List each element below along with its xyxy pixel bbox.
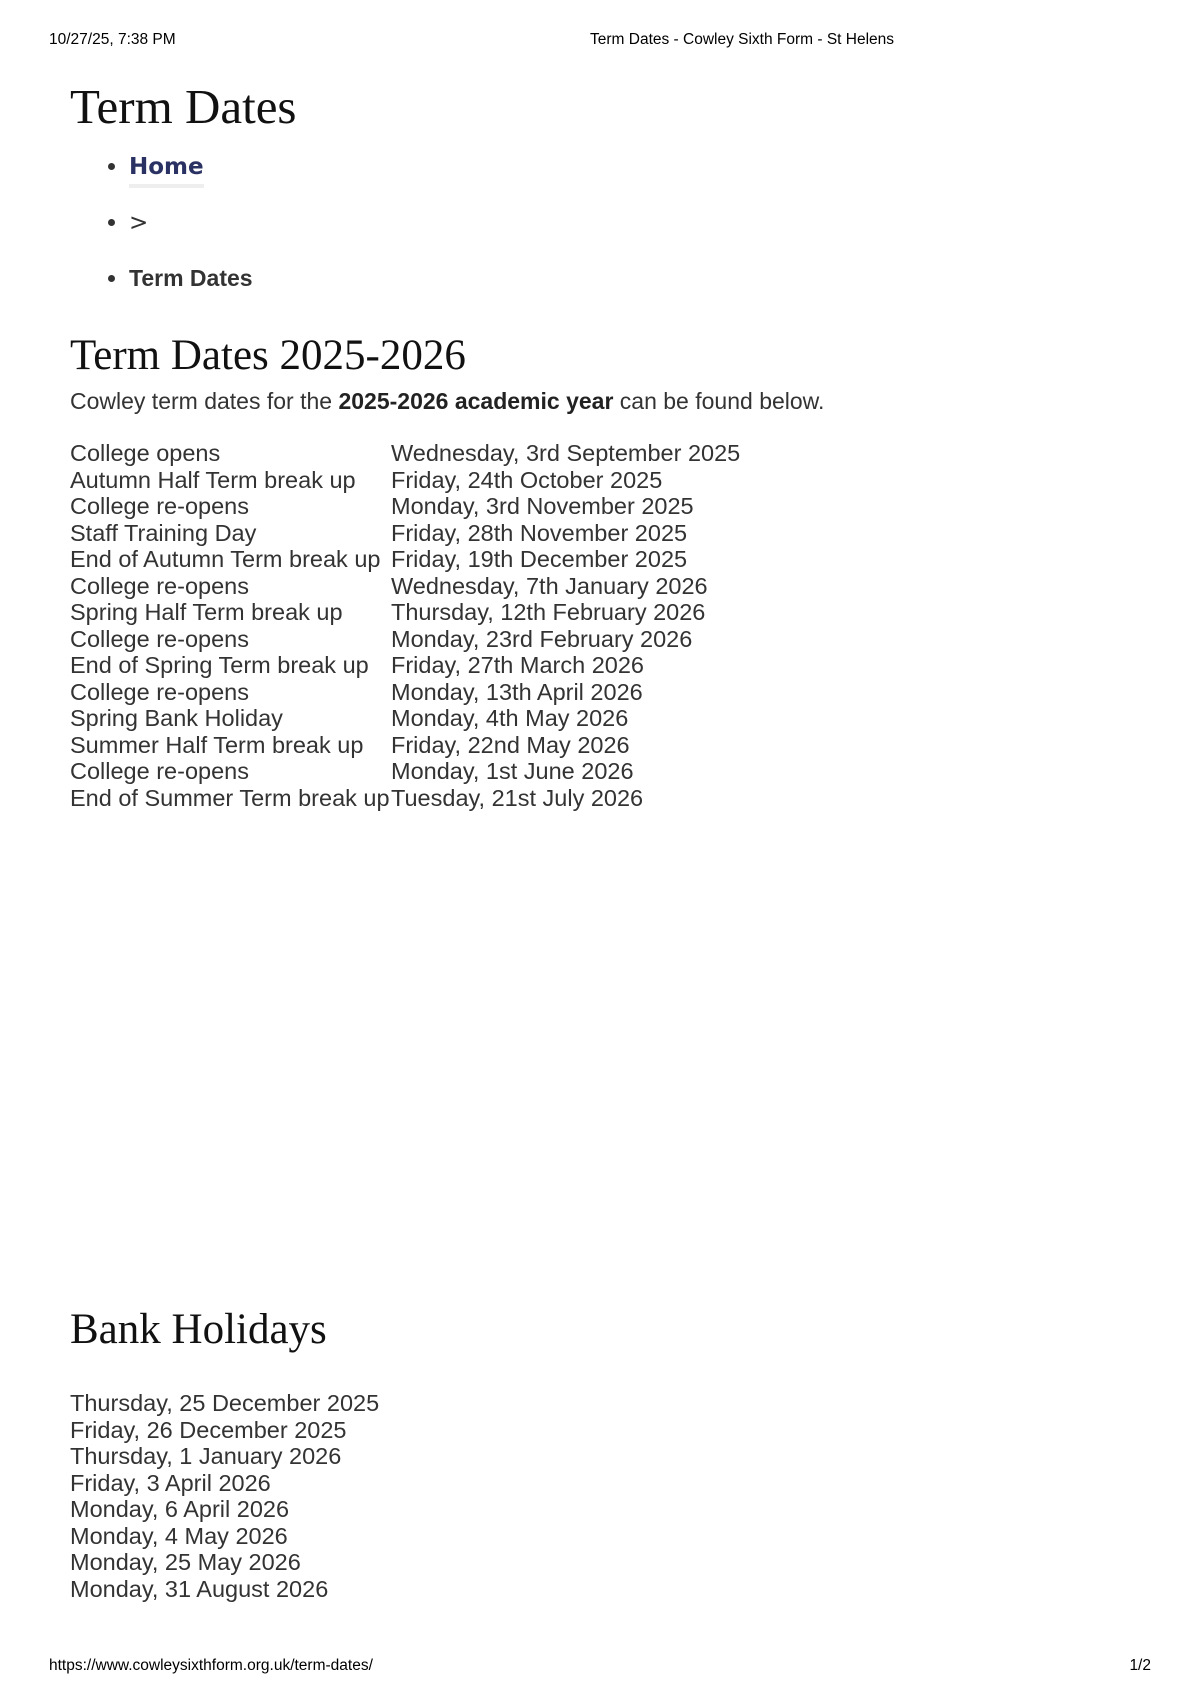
term-dates-intro — [70, 387, 824, 415]
table-row — [70, 467, 740, 494]
term-event: College re-opens — [70, 625, 249, 652]
term-dates-table — [70, 440, 740, 811]
table-row — [70, 785, 740, 812]
term-date: Monday, 1st June 2026 — [391, 758, 634, 784]
term-date: Friday, 24th October 2025 — [391, 466, 663, 493]
term-event: College opens — [70, 440, 221, 466]
breadcrumb-separator: > — [129, 210, 149, 236]
list-item: Monday, 25 May 2026 — [70, 1549, 301, 1575]
table-row — [70, 732, 740, 759]
main-content — [70, 78, 1130, 1602]
term-event: Staff Training Day — [70, 519, 257, 546]
intro-text-before: Cowley term dates for the — [70, 388, 339, 414]
table-row — [70, 705, 740, 732]
print-page-title: Term Dates - Cowley Sixth Form - St Helens — [590, 31, 895, 48]
breadcrumb-home-link[interactable]: Home — [129, 154, 204, 188]
term-date: Friday, 22nd May 2026 — [391, 731, 630, 758]
list-item: Monday, 4 May 2026 — [70, 1522, 288, 1549]
bank-holidays-heading: Bank Holidays — [70, 1306, 327, 1353]
list-item: Thursday, 25 December 2025 — [70, 1390, 380, 1416]
intro-text-after: can be found below. — [613, 388, 825, 414]
term-date: Monday, 3rd November 2025 — [391, 493, 694, 519]
term-date: Friday, 27th March 2026 — [391, 652, 644, 678]
breadcrumb-item-current — [129, 250, 1130, 306]
term-date: Friday, 19th December 2025 — [391, 546, 688, 572]
table-row — [70, 652, 740, 679]
table-row — [70, 520, 740, 547]
print-url: https://www.cowleysixthform.org.uk/term-dates/ — [49, 1657, 373, 1674]
table-row — [70, 493, 740, 520]
table-row — [70, 440, 740, 467]
term-event: College re-opens — [70, 493, 249, 519]
breadcrumb-item-home — [129, 138, 1130, 194]
page-title: Term Dates — [70, 79, 297, 134]
term-date: Wednesday, 7th January 2026 — [391, 572, 708, 599]
term-event: End of Autumn Term break up — [70, 546, 381, 572]
term-date: Thursday, 12th February 2026 — [391, 599, 706, 625]
breadcrumb-current: Term Dates — [129, 265, 253, 291]
term-event: End of Spring Term break up — [70, 652, 369, 678]
term-date: Monday, 23rd February 2026 — [391, 625, 693, 652]
table-row — [70, 599, 740, 626]
bank-holidays-list — [70, 1390, 379, 1602]
table-row — [70, 679, 740, 706]
term-date: Friday, 28th November 2025 — [391, 519, 688, 546]
breadcrumb — [70, 138, 1130, 306]
term-dates-heading: Term Dates 2025-2026 — [70, 332, 466, 379]
list-item: Monday, 6 April 2026 — [70, 1496, 290, 1522]
list-item: Friday, 26 December 2025 — [70, 1416, 347, 1443]
list-item: Friday, 3 April 2026 — [70, 1469, 271, 1496]
term-event: End of Summer Term break up — [70, 784, 390, 811]
table-row — [70, 626, 740, 653]
list-item: Thursday, 1 January 2026 — [70, 1443, 342, 1469]
print-page-number: 1/2 — [1129, 1657, 1151, 1674]
term-date: Tuesday, 21st July 2026 — [391, 784, 644, 811]
term-event: College re-opens — [70, 758, 249, 784]
print-footer — [49, 1657, 1151, 1677]
term-event: Autumn Half Term break up — [70, 466, 356, 493]
print-datetime: 10/27/25, 7:38 PM — [49, 31, 176, 48]
print-header — [49, 31, 1151, 51]
term-event: Spring Half Term break up — [70, 599, 343, 625]
term-event: College re-opens — [70, 678, 249, 705]
term-event: College re-opens — [70, 572, 249, 599]
term-event: Summer Half Term break up — [70, 731, 364, 758]
term-event: Spring Bank Holiday — [70, 705, 283, 731]
table-row — [70, 546, 740, 573]
term-date: Monday, 13th April 2026 — [391, 678, 643, 705]
breadcrumb-item-separator — [129, 194, 1130, 250]
term-date: Monday, 4th May 2026 — [391, 705, 629, 731]
table-row — [70, 758, 740, 785]
table-row — [70, 573, 740, 600]
list-item: Monday, 31 August 2026 — [70, 1575, 329, 1602]
intro-academic-year: 2025-2026 academic year — [338, 388, 614, 414]
term-date: Wednesday, 3rd September 2025 — [391, 440, 741, 466]
